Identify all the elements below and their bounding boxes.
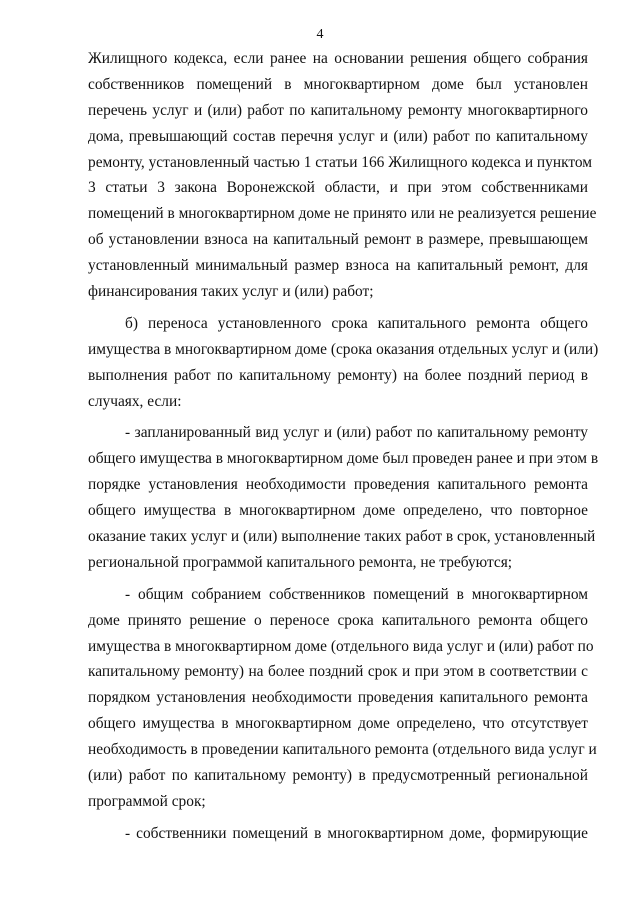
text-line: собственников помещений в многоквартирном доме был установлен — [88, 75, 588, 93]
text-line: оказание таких услуг и (или) выполнение таких работ в срок, установленный — [88, 528, 596, 546]
text-line: необходимость в проведении капитального ремонта (отдельного вида услуг и — [88, 741, 597, 759]
text-line: региональной программой капитального ремонта, не требуются; — [88, 553, 513, 571]
text-line: программой срок; — [88, 792, 206, 810]
text-line: выполнения работ по капитальному ремонту) на более поздний период в — [88, 366, 588, 384]
text-line: общего имущества в многоквартирном доме был проведен ранее и при этом в — [88, 450, 599, 468]
text-line: - запланированный вид услуг и (или) работ по капитальному ремонту — [125, 424, 588, 442]
text-line: - общим собранием собственников помещений в многоквартирном — [125, 585, 588, 603]
text-line: случаях, если: — [88, 392, 182, 410]
text-line: порядке установления необходимости проведения капитального ремонта — [88, 476, 588, 494]
text-line: Жилищного кодекса, если ранее на основании решения общего собрания — [88, 50, 588, 67]
text-line: б) переноса установленного срока капитального ремонта общего — [125, 314, 588, 332]
text-line: финансирования таких услуг и (или) работ; — [88, 283, 374, 301]
text-line: порядком установления необходимости проведения капитального ремонта — [88, 689, 588, 707]
text-line: общего имущества в многоквартирном доме определено, что отсутствует — [88, 715, 588, 733]
paragraph — [88, 46, 597, 305]
text-line: 3 статьи 3 закона Воронежской области, и при этом собственниками — [88, 179, 588, 197]
text-line: (или) работ по капитальному ремонту) в предусмотренный региональной — [88, 767, 588, 785]
text-line: перечень услуг и (или) работ по капитальному ремонту многоквартирного — [88, 101, 588, 119]
text-line: - собственники помещений в многоквартирном доме, формирующие — [125, 824, 588, 842]
text-line: об установлении взноса на капитальный ремонт в размере, превышающем — [88, 231, 588, 249]
text-line: имущества в многоквартирном доме (отдельного вида услуг и (или) работ по — [88, 637, 594, 655]
page-number: 4 — [316, 27, 324, 42]
text-line: ремонту, установленный частью 1 статьи 166 Жилищного кодекса и пунктом — [88, 153, 593, 171]
paragraph — [88, 821, 588, 847]
text-line: помещений в многоквартирном доме не принято или не реализуется решение — [88, 205, 597, 223]
text-line: дома, превышающий состав перечня услуг и (или) работ по капитальному — [88, 127, 588, 145]
text-line: установленный минимальный размер взноса на капитальный ремонт, для — [88, 257, 588, 275]
paragraph — [88, 582, 597, 815]
document-body — [88, 46, 599, 847]
paragraph — [88, 311, 599, 415]
text-line: доме принято решение о переносе срока капитального ремонта общего — [88, 611, 588, 629]
paragraph — [88, 420, 599, 575]
text-line: капитальному ремонту) на более поздний срок и при этом в соответствии с — [88, 663, 588, 681]
text-line: имущества в многоквартирном доме (срока оказания отдельных услуг и (или) — [88, 340, 599, 358]
text-line: общего имущества в многоквартирном доме определено, что повторное — [88, 502, 588, 520]
